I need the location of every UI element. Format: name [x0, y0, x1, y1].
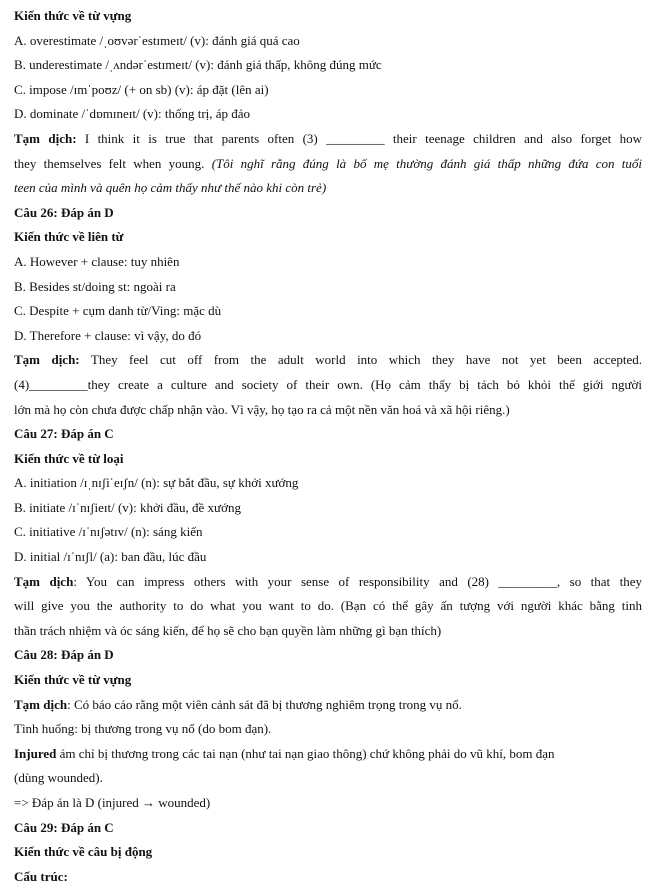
option-a: A. initiation /ɪˌnɪʃiˈeɪʃn/ (n): sự bắt đầu, sự khởi xướng	[14, 475, 299, 491]
translation-line: they themselves felt when young. (Tôi nghĩ rằng đúng là bố mẹ thường đánh giá thấp những đứa con tuổi	[14, 155, 642, 171]
answer-heading: Câu 29: Đáp án C	[14, 819, 114, 835]
section-heading: Kiến thức về liên từ	[14, 229, 124, 245]
keyword: Injured	[14, 745, 57, 761]
translation-line: thần trách nhiệm và óc sáng kiến, để họ sẽ cho bạn quyền làm những gì bạn thích)	[14, 622, 442, 638]
option-c: C. Despite + cụm danh từ/Ving: mặc dù	[14, 303, 222, 319]
translation-line: Tạm dịch: Có báo cáo rằng một viên cảnh sát đã bị thương nghiêm trọng trong vụ nổ.	[14, 696, 462, 712]
translation-label: Tạm dịch	[14, 696, 68, 712]
option-b: B. underestimate /ˌʌndərˈestɪmeɪt/ (v): đánh giá thấp, không đúng mức	[14, 57, 382, 73]
situation-line: Tình huống: bị thương trong vụ nổ (do bom đạn).	[14, 721, 272, 737]
translation-line: Tạm dịch: They feel cut off from the adult world into which they have not yet been accepted.	[14, 352, 642, 368]
translation-line: lớn mà họ còn chưa được chấp nhận vào. Vì vậy, họ tạo ra cả một nền văn hoá và xã hội riêng.)	[14, 401, 510, 417]
answer-heading: Câu 27: Đáp án C	[14, 426, 114, 442]
section-heading: Kiến thức về từ vựng	[14, 672, 132, 688]
answer-heading: Câu 26: Đáp án D	[14, 204, 114, 220]
conclusion-line: => Đáp án là D (injured → wounded)	[14, 795, 211, 810]
option-b: B. Besides st/doing st: ngoài ra	[14, 278, 176, 294]
option-c: C. initiative /ɪˈnɪʃətɪv/ (n): sáng kiến	[14, 524, 203, 540]
translation-line: will give you the authority to do what you want to do. (Bạn có thể gây ấn tượng với người khác bằng tinh	[14, 598, 642, 614]
translation-line: teen của mình và quên họ cảm thấy như thế nào khi còn trẻ)	[14, 180, 327, 196]
translation-label: Tạm dịch:	[14, 352, 80, 368]
option-d: D. initial /ɪˈnɪʃl/ (a): ban đầu, lúc đầu	[14, 549, 207, 565]
section-heading: Kiến thức về từ vựng	[14, 8, 132, 23]
translation-line: Tạm dịch: You can impress others with your sense of responsibility and (28) _________, so that they	[14, 573, 642, 589]
explanation-line: Injured ám chỉ bị thương trong các tai nạn (như tai nạn giao thông) chứ không phải do vũ khí, bom đạn	[14, 745, 555, 761]
explanation-line: (dùng wounded).	[14, 770, 103, 786]
answer-heading: Câu 28: Đáp án D	[14, 647, 114, 663]
translation-label: Tạm dịch	[14, 573, 74, 589]
option-b: B. initiate /ɪˈnɪʃieɪt/ (v): khởi đầu, đề xướng	[14, 499, 241, 515]
option-d: D. dominate /ˈdɒmɪneɪt/ (v): thống trị, áp đảo	[14, 106, 251, 122]
option-a: A. However + clause: tuy nhiên	[14, 253, 180, 269]
translation-label: Tạm dịch:	[14, 130, 77, 146]
option-d: D. Therefore + clause: vì vậy, do đó	[14, 327, 202, 343]
translation-line: Tạm dịch: I think it is true that parents often (3) _________ their teenage children and also forget how	[14, 130, 643, 146]
translation-line: (4)_________they create a culture and society of their own. (Họ cảm thấy bị tách bỏ khỏi thế giới người	[14, 376, 642, 392]
option-a: A. overestimate /ˌoʊvərˈestɪmeɪt/ (v): đánh giá quá cao	[14, 32, 300, 48]
section-heading: Kiến thức về câu bị động	[14, 844, 153, 860]
section-heading: Kiến thức về từ loại	[14, 450, 124, 466]
option-c: C. impose /ɪmˈpoʊz/ (+ on sb) (v): áp đặt (lên ai)	[14, 81, 269, 97]
structure-label: Cấu trúc:	[14, 868, 68, 884]
